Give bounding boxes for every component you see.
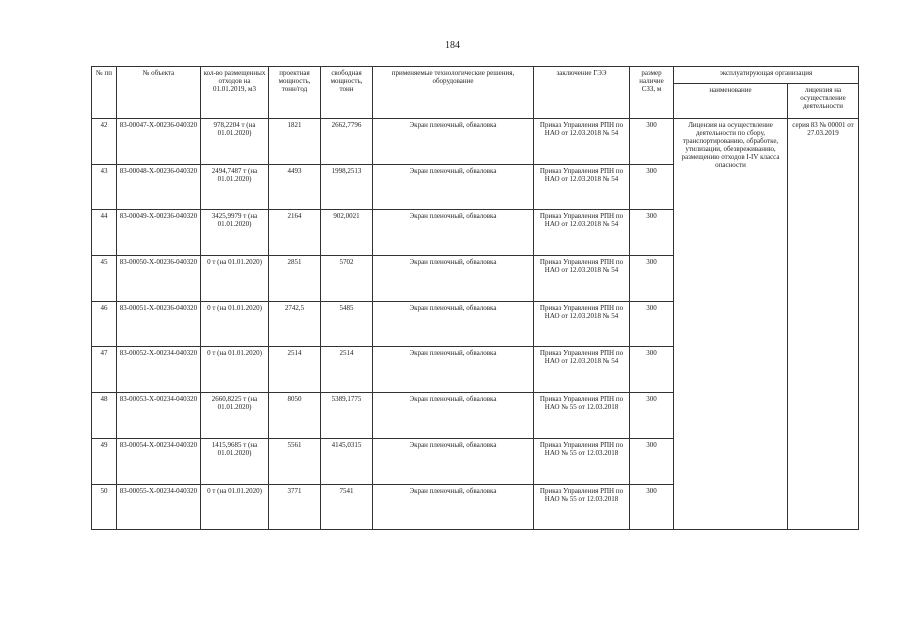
- cell-conclusion: Приказ Управления РПН по НАО от 12.03.2018 № 54: [534, 119, 630, 165]
- cell-num: 48: [92, 393, 117, 439]
- cell-object: 83-00055-Х-00234-040320: [117, 484, 201, 530]
- cell-technology: Экран пленочный, обваловка: [373, 347, 534, 393]
- header-operator-name: наименование: [674, 84, 788, 119]
- cell-conclusion: Приказ Управления РПН по НАО № 55 от 12.03.2018: [534, 438, 630, 484]
- cell-object: 83-00051-Х-00236-040320: [117, 301, 201, 347]
- cell-design-capacity: 2851: [269, 256, 321, 302]
- cell-num: 42: [92, 119, 117, 165]
- cell-design-capacity: 2164: [269, 210, 321, 256]
- cell-technology: Экран пленочный, обваловка: [373, 301, 534, 347]
- cell-free-capacity: 2514: [321, 347, 373, 393]
- cell-szz: 300: [630, 256, 674, 302]
- cell-num: 46: [92, 301, 117, 347]
- cell-num: 47: [92, 347, 117, 393]
- cell-object: 83-00054-Х-00234-040320: [117, 438, 201, 484]
- cell-amount: 3425,9979 т (на 01.01.2020): [201, 210, 269, 256]
- cell-design-capacity: 8050: [269, 393, 321, 439]
- cell-free-capacity: 1998,2513: [321, 164, 373, 210]
- cell-design-capacity: 5561: [269, 438, 321, 484]
- cell-design-capacity: 3771: [269, 484, 321, 530]
- table-row: [92, 119, 859, 165]
- header-operator: эксплуатирующая организация: [674, 67, 859, 84]
- table-header: [92, 67, 859, 119]
- cell-object: 83-00048-Х-00236-040320: [117, 164, 201, 210]
- cell-operator-name: Лицензия на осуществление деятельности по сбору, транспортированию, обработке, утилизации, обезвреживанию, размещению отходов I-IV класса опасности: [674, 119, 788, 530]
- cell-amount: 2494,7487 т (на 01.01.2020): [201, 164, 269, 210]
- cell-technology: Экран пленочный, обваловка: [373, 164, 534, 210]
- header-free-capacity: свободная мощность, тонн: [321, 67, 373, 119]
- cell-free-capacity: 5389,1775: [321, 393, 373, 439]
- cell-object: 83-00049-Х-00236-040320: [117, 210, 201, 256]
- cell-technology: Экран пленочный, обваловка: [373, 119, 534, 165]
- header-szz: размер наличие СЗЗ, м: [630, 67, 674, 119]
- cell-num: 45: [92, 256, 117, 302]
- table-body: [92, 119, 859, 530]
- header-amount: кол-во размещенных отходов на 01.01.2019, м3: [201, 67, 269, 119]
- header-object: № объекта: [117, 67, 201, 119]
- header-num: № пп: [92, 67, 117, 119]
- cell-amount: 2660,8225 т (на 01.01.2020): [201, 393, 269, 439]
- waste-facilities-table: [91, 66, 859, 530]
- cell-amount: 0 т (на 01.01.2020): [201, 256, 269, 302]
- cell-num: 49: [92, 438, 117, 484]
- cell-free-capacity: 2662,7796: [321, 119, 373, 165]
- header-technology: применяемые технологические решения, оборудование: [373, 67, 534, 119]
- cell-free-capacity: 5485: [321, 301, 373, 347]
- cell-object: 83-00050-Х-00236-040320: [117, 256, 201, 302]
- cell-amount: 0 т (на 01.01.2020): [201, 484, 269, 530]
- header-conclusion: заключение ГЭЭ: [534, 67, 630, 119]
- cell-szz: 300: [630, 164, 674, 210]
- cell-technology: Экран пленочный, обваловка: [373, 438, 534, 484]
- cell-technology: Экран пленочный, обваловка: [373, 210, 534, 256]
- cell-operator-license: серия 83 № 00001 от 27.03.2019: [788, 119, 859, 530]
- cell-design-capacity: 4493: [269, 164, 321, 210]
- cell-technology: Экран пленочный, обваловка: [373, 393, 534, 439]
- cell-free-capacity: 4145,0315: [321, 438, 373, 484]
- cell-num: 43: [92, 164, 117, 210]
- cell-design-capacity: 2742,5: [269, 301, 321, 347]
- cell-conclusion: Приказ Управления РПН по НАО № 55 от 12.03.2018: [534, 484, 630, 530]
- cell-szz: 300: [630, 119, 674, 165]
- cell-szz: 300: [630, 393, 674, 439]
- cell-technology: Экран пленочный, обваловка: [373, 484, 534, 530]
- cell-amount: 0 т (на 01.01.2020): [201, 301, 269, 347]
- cell-conclusion: Приказ Управления РПН по НАО № 55 от 12.03.2018: [534, 393, 630, 439]
- cell-technology: Экран пленочный, обваловка: [373, 256, 534, 302]
- page-number: 184: [445, 40, 460, 51]
- cell-free-capacity: 7541: [321, 484, 373, 530]
- cell-num: 50: [92, 484, 117, 530]
- cell-num: 44: [92, 210, 117, 256]
- cell-conclusion: Приказ Управления РПН по НАО от 12.03.2018 № 54: [534, 210, 630, 256]
- header-operator-license: лицензия на осуществление деятельности: [788, 84, 859, 119]
- header-design-capacity: проектная мощность, тонн/год: [269, 67, 321, 119]
- cell-conclusion: Приказ Управления РПН по НАО от 12.03.2018 № 54: [534, 256, 630, 302]
- cell-szz: 300: [630, 210, 674, 256]
- cell-object: 83-00047-Х-00236-040320: [117, 119, 201, 165]
- cell-amount: 0 т (на 01.01.2020): [201, 347, 269, 393]
- cell-conclusion: Приказ Управления РПН по НАО от 12.03.2018 № 54: [534, 164, 630, 210]
- cell-design-capacity: 1821: [269, 119, 321, 165]
- cell-free-capacity: 5702: [321, 256, 373, 302]
- cell-szz: 300: [630, 301, 674, 347]
- cell-conclusion: Приказ Управления РПН по НАО от 12.03.2018 № 54: [534, 347, 630, 393]
- cell-amount: 1415,9685 т (на 01.01.2020): [201, 438, 269, 484]
- cell-object: 83-00052-Х-00234-040320: [117, 347, 201, 393]
- cell-szz: 300: [630, 484, 674, 530]
- cell-object: 83-00053-Х-00234-040320: [117, 393, 201, 439]
- cell-szz: 300: [630, 438, 674, 484]
- cell-szz: 300: [630, 347, 674, 393]
- cell-amount: 978,2204 т (на 01.01.2020): [201, 119, 269, 165]
- cell-design-capacity: 2514: [269, 347, 321, 393]
- cell-conclusion: Приказ Управления РПН по НАО от 12.03.2018 № 54: [534, 301, 630, 347]
- cell-free-capacity: 902,0021: [321, 210, 373, 256]
